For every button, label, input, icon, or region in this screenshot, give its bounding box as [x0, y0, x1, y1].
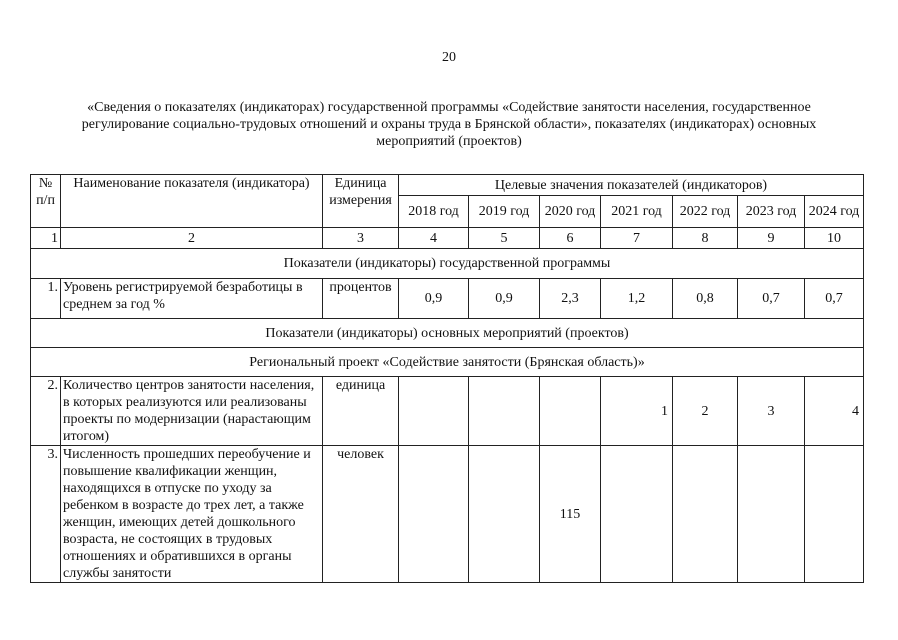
row-2-name: Количество центров занятости населения, в которых реализуются или реализованы проекты по модернизации (нарастающим итогом)	[61, 377, 323, 446]
header-targets: Целевые значения показателей (индикаторов)	[399, 175, 864, 196]
row-1-value: 0,9	[399, 279, 469, 319]
section-project-heading: Региональный проект «Содействие занятости (Брянская область)»	[31, 348, 864, 377]
row-1-value: 0,9	[469, 279, 540, 319]
row-3-value	[805, 446, 864, 583]
row-2-value: 4	[805, 377, 864, 446]
column-number: 7	[601, 228, 673, 249]
row-2-value: 1	[601, 377, 673, 446]
header-unit: Единица измерения	[323, 175, 399, 228]
column-number: 1	[31, 228, 61, 249]
row-1-value: 1,2	[601, 279, 673, 319]
column-number: 2	[61, 228, 323, 249]
header-year: 2022 год	[673, 196, 738, 228]
row-1-value: 0,7	[738, 279, 805, 319]
row-3-value	[469, 446, 540, 583]
row-3-value	[601, 446, 673, 583]
row-1-value: 0,8	[673, 279, 738, 319]
header-num: № п/п	[31, 175, 61, 228]
document-title: «Сведения о показателях (индикаторах) государственной программы «Содействие занятости населения, государственное регулирование социально-трудовых отношений и охраны труда в Брянской области», показателях (индикаторах) основных мероприятий (проектов)	[81, 100, 817, 149]
page-number: 20	[442, 50, 456, 65]
indicators-table	[30, 174, 864, 583]
row-1-value: 2,3	[540, 279, 601, 319]
row-1-value: 0,7	[805, 279, 864, 319]
row-2-value: 3	[738, 377, 805, 446]
header-year: 2024 год	[805, 196, 864, 228]
row-1-name: Уровень регистрируемой безработицы в среднем за год %	[61, 279, 323, 319]
row-3-unit: человек	[323, 446, 399, 583]
column-number: 9	[738, 228, 805, 249]
header-year: 2018 год	[399, 196, 469, 228]
header-year: 2023 год	[738, 196, 805, 228]
row-1-num: 1.	[31, 279, 61, 319]
row-2-value	[399, 377, 469, 446]
row-2-value	[469, 377, 540, 446]
row-3-value: 115	[540, 446, 601, 583]
column-number: 5	[469, 228, 540, 249]
column-number: 4	[399, 228, 469, 249]
row-3-num: 3.	[31, 446, 61, 583]
column-number: 6	[540, 228, 601, 249]
column-number: 10	[805, 228, 864, 249]
row-3-value	[738, 446, 805, 583]
header-name: Наименование показателя (индикатора)	[61, 175, 323, 228]
section-program-heading: Показатели (индикаторы) государственной программы	[31, 249, 864, 279]
section-activities-heading: Показатели (индикаторы) основных мероприятий (проектов)	[31, 319, 864, 348]
header-year: 2019 год	[469, 196, 540, 228]
row-3-value	[673, 446, 738, 583]
header-year: 2020 год	[540, 196, 601, 228]
row-3-name: Численность прошедших переобучение и повышение квалификации женщин, находящихся в отпуске по уходу за ребенком в возрасте до трех лет, а также женщин, имеющих детей дошкольного возраста, не состоящих в трудовых отношениях и обратившихся в органы службы занятости	[61, 446, 323, 583]
row-2-value: 2	[673, 377, 738, 446]
column-number: 8	[673, 228, 738, 249]
row-2-value	[540, 377, 601, 446]
row-1-unit: процентов	[323, 279, 399, 319]
row-3-value	[399, 446, 469, 583]
row-2-unit: единица	[323, 377, 399, 446]
row-2-num: 2.	[31, 377, 61, 446]
column-number: 3	[323, 228, 399, 249]
header-year: 2021 год	[601, 196, 673, 228]
